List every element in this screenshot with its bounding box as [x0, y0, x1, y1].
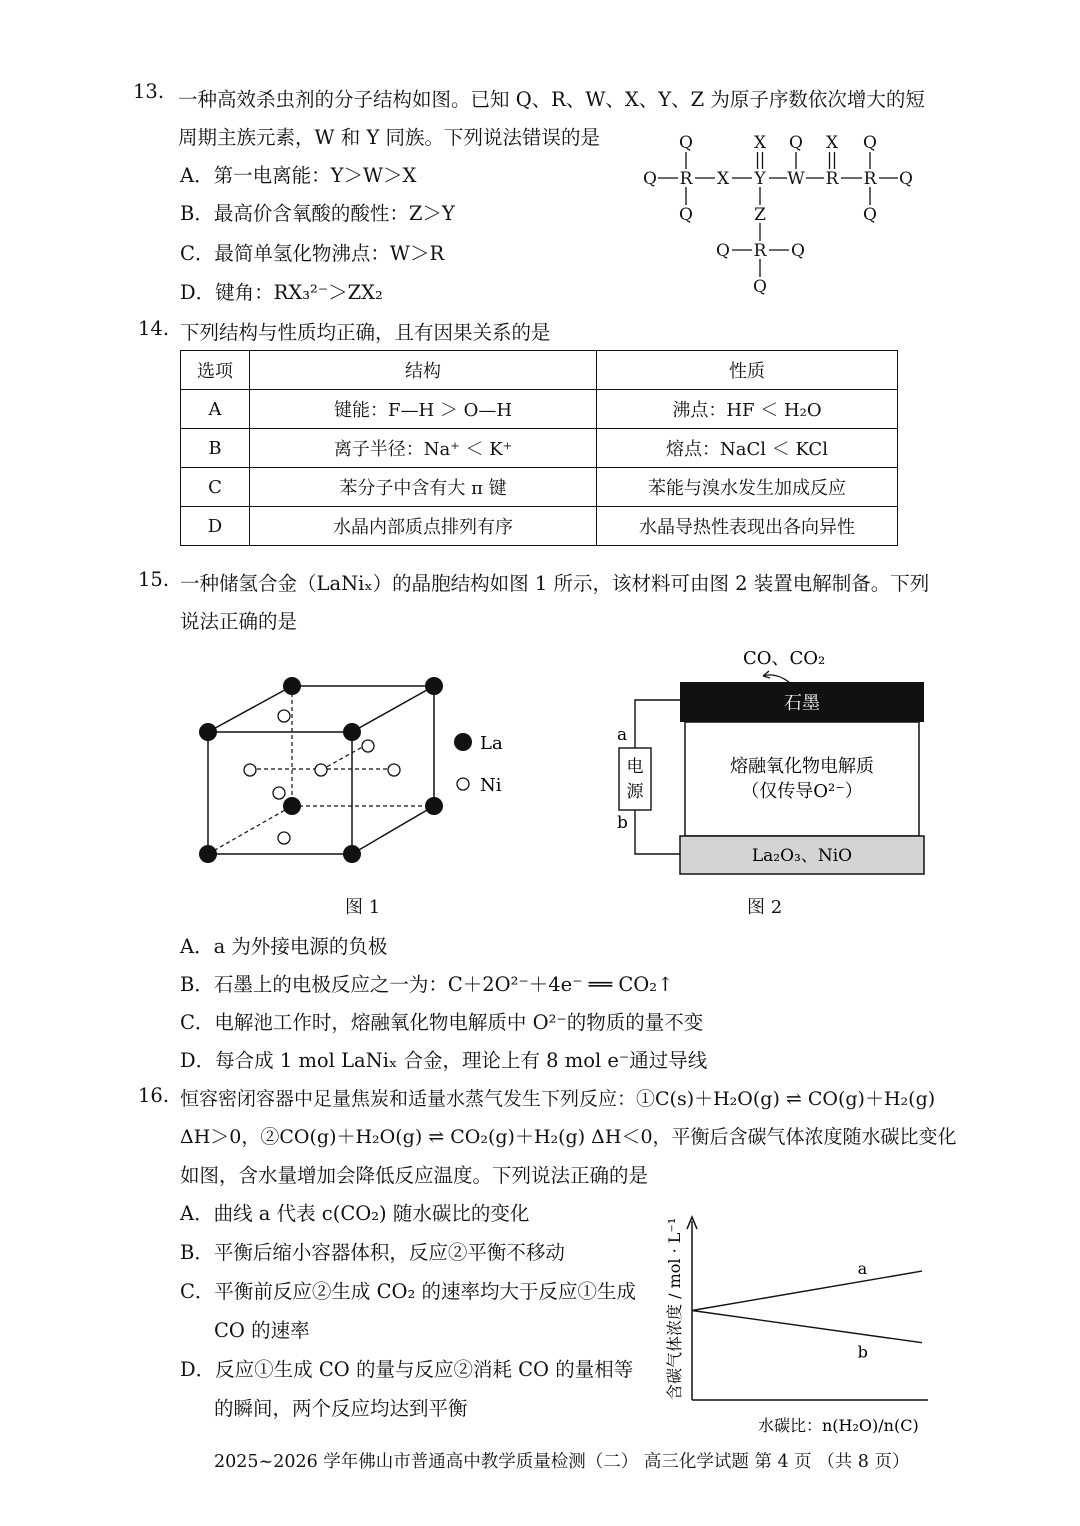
- table-row: [181, 507, 898, 546]
- table-row: [181, 468, 898, 507]
- la-atom: [283, 797, 301, 815]
- atom-r: R: [825, 169, 839, 189]
- q13-number: 13.: [133, 80, 165, 103]
- la-atom: [343, 845, 361, 863]
- q16-stem-line3: 如图，含水量增加会降低反应温度。下列说法正确的是: [180, 1164, 649, 1187]
- q16-option-b: B．平衡后缩小容器体积，反应②平衡不移动: [180, 1241, 565, 1264]
- q15-option-d: D．每合成 1 mol LaNiₓ 合金，理论上有 8 mol e⁻通过导线: [180, 1049, 708, 1072]
- atom-r: R: [863, 169, 877, 189]
- atom-x: X: [753, 133, 767, 153]
- q13-stem-line2: 周期主族元素，W 和 Y 同族。下列说法错误的是: [178, 126, 601, 149]
- table-header: 性质: [597, 351, 898, 390]
- atom-q: Q: [643, 169, 657, 189]
- oxide-label: La₂O₃、NiO: [751, 846, 853, 866]
- ni-atom: [278, 710, 290, 722]
- q14-stem: 下列结构与性质均正确，且有因果关系的是: [180, 321, 551, 344]
- table-header-row: [181, 351, 898, 390]
- q14-number: 14.: [138, 317, 170, 340]
- q16-option-d-cont: 的瞬间，两个反应均达到平衡: [214, 1397, 468, 1420]
- q13-option-c: C．最简单氢化物沸点：W＞R: [180, 242, 445, 265]
- terminal-a-label: a: [617, 725, 628, 745]
- table-header: 结构: [250, 351, 597, 390]
- table-row: [181, 390, 898, 429]
- table-cell: 熔点：NaCl ＜ KCl: [597, 429, 898, 468]
- q16-stem-line1: 恒容密闭容器中足量焦炭和适量水蒸气发生下列反应：①C(s)＋H₂O(g) ⇌ CO(g)＋H₂(g): [180, 1088, 936, 1110]
- la-atom: [283, 677, 301, 695]
- ni-atom: [278, 832, 290, 844]
- q13-option-b: B．最高价含氧酸的酸性：Z＞Y: [180, 202, 455, 225]
- atom-q: Q: [753, 277, 767, 297]
- power-source-label-1: 电: [626, 757, 644, 777]
- graphite-label: 石墨: [784, 693, 820, 714]
- ni-atom: [244, 764, 256, 776]
- table-cell: D: [181, 507, 250, 546]
- q15-figure2-electrolysis: [605, 642, 935, 882]
- table-cell: C: [181, 468, 250, 507]
- q15-option-c: C．电解池工作时，熔融氧化物电解质中 O²⁻的物质的量不变: [180, 1011, 704, 1034]
- q13-option-a: A．第一电离能：Y＞W＞X: [180, 164, 417, 187]
- atom-q: Q: [679, 133, 693, 153]
- table-cell: 沸点：HF ＜ H₂O: [597, 390, 898, 429]
- atom-z: Z: [754, 205, 766, 225]
- q16-option-c: C．平衡前反应②生成 CO₂ 的速率均大于反应①生成: [180, 1280, 637, 1303]
- atom-q: Q: [899, 169, 913, 189]
- atom-w: W: [787, 169, 805, 189]
- la-atom: [425, 677, 443, 695]
- table-cell: 苯分子中含有大 π 键: [250, 468, 597, 507]
- table-header: 选项: [181, 351, 250, 390]
- table-cell: 水晶导热性表现出各向异性: [597, 507, 898, 546]
- q15-stem-line1: 一种储氢合金（LaNiₓ）的晶胞结构如图 1 所示，该材料可由图 2 装置电解制备。下列: [180, 572, 930, 595]
- q15-stem-line2: 说法正确的是: [180, 610, 298, 633]
- legend-la-label: La: [480, 733, 503, 754]
- table-cell: B: [181, 429, 250, 468]
- la-atom: [199, 845, 217, 863]
- table-cell: A: [181, 390, 250, 429]
- power-source-label-2: 源: [626, 782, 644, 802]
- terminal-b-label: b: [617, 813, 628, 833]
- atom-y: Y: [754, 169, 766, 189]
- la-atom: [425, 797, 443, 815]
- atom-r: R: [753, 241, 767, 261]
- table-cell: 水晶内部质点排列有序: [250, 507, 597, 546]
- atom-x: X: [825, 133, 839, 153]
- q16-option-c-cont: CO 的速率: [214, 1319, 310, 1342]
- atom-q: Q: [863, 205, 877, 225]
- atom-q: Q: [789, 133, 803, 153]
- legend-ni-label: Ni: [480, 775, 502, 796]
- electrolyte-label-2: （仅传导O²⁻）: [741, 781, 863, 802]
- q16-number: 16.: [138, 1084, 170, 1107]
- table-cell: 键能：F—H ＞ O—H: [250, 390, 597, 429]
- la-atom: [199, 723, 217, 741]
- q15-option-a: A．a 为外接电源的负极: [180, 935, 388, 958]
- q16-option-d: D．反应①生成 CO 的量与反应②消耗 CO 的量相等: [180, 1358, 634, 1381]
- q15-number: 15.: [138, 568, 170, 591]
- legend-la-dot: [454, 733, 472, 751]
- ni-atom: [315, 764, 327, 776]
- series-label-b: b: [857, 1342, 868, 1362]
- atom-q: Q: [791, 241, 805, 261]
- q13-stem-line1: 一种高效杀虫剂的分子结构如图。已知 Q、R、W、X、Y、Z 为原子序数依次增大的短: [178, 88, 925, 111]
- y-axis-label: 含碳气体浓度 / mol · L⁻¹: [665, 1217, 684, 1400]
- la-atom: [343, 723, 361, 741]
- gas-label: CO、CO₂: [743, 648, 826, 669]
- x-axis-label: 水碳比：n(H₂O)/n(C): [758, 1416, 919, 1435]
- page-footer: 2025~2026 学年佛山市普通高中教学质量检测（二） 高三化学试题 第 4 页 （共 8 页）: [214, 1452, 910, 1472]
- q15-figure2-caption: 图 2: [747, 897, 783, 918]
- atom-r: R: [679, 169, 693, 189]
- electrolyte-label-1: 熔融氧化物电解质: [730, 756, 874, 777]
- table-row: [181, 429, 898, 468]
- table-cell: 离子半径：Na⁺ ＜ K⁺: [250, 429, 597, 468]
- series-line-a: [692, 1271, 922, 1310]
- legend-ni-dot: [457, 778, 469, 790]
- atom-q: Q: [863, 133, 877, 153]
- series-label-a: a: [857, 1259, 868, 1279]
- atom-q: Q: [679, 205, 693, 225]
- ni-atom: [388, 764, 400, 776]
- ni-atom: [362, 740, 374, 752]
- atom-q: Q: [716, 241, 730, 261]
- q15-figure1-unit-cell: [190, 670, 520, 870]
- ni-atom: [273, 787, 285, 799]
- q16-concentration-chart: [650, 1205, 940, 1440]
- electrolyte-container: [685, 722, 919, 836]
- series-line-b: [692, 1311, 922, 1343]
- q13-option-d: D．键角：RX₃²⁻＞ZX₂: [180, 281, 383, 304]
- q16-option-a: A．曲线 a 代表 c(CO₂) 随水碳比的变化: [180, 1202, 530, 1225]
- q13-molecule-structure: [630, 128, 930, 300]
- q15-option-b: B．石墨上的电极反应之一为：C＋2O²⁻＋4e⁻ ══ CO₂↑: [180, 973, 674, 996]
- atom-x: X: [716, 169, 730, 189]
- table-cell: 苯能与溴水发生加成反应: [597, 468, 898, 507]
- q14-table: [180, 350, 898, 546]
- q16-stem-line2: ΔH＞0，②CO(g)＋H₂O(g) ⇌ CO₂(g)＋H₂(g) ΔH＜0，平衡后含碳气体浓度随水碳比变化: [180, 1126, 957, 1148]
- q15-figure1-caption: 图 1: [345, 897, 381, 918]
